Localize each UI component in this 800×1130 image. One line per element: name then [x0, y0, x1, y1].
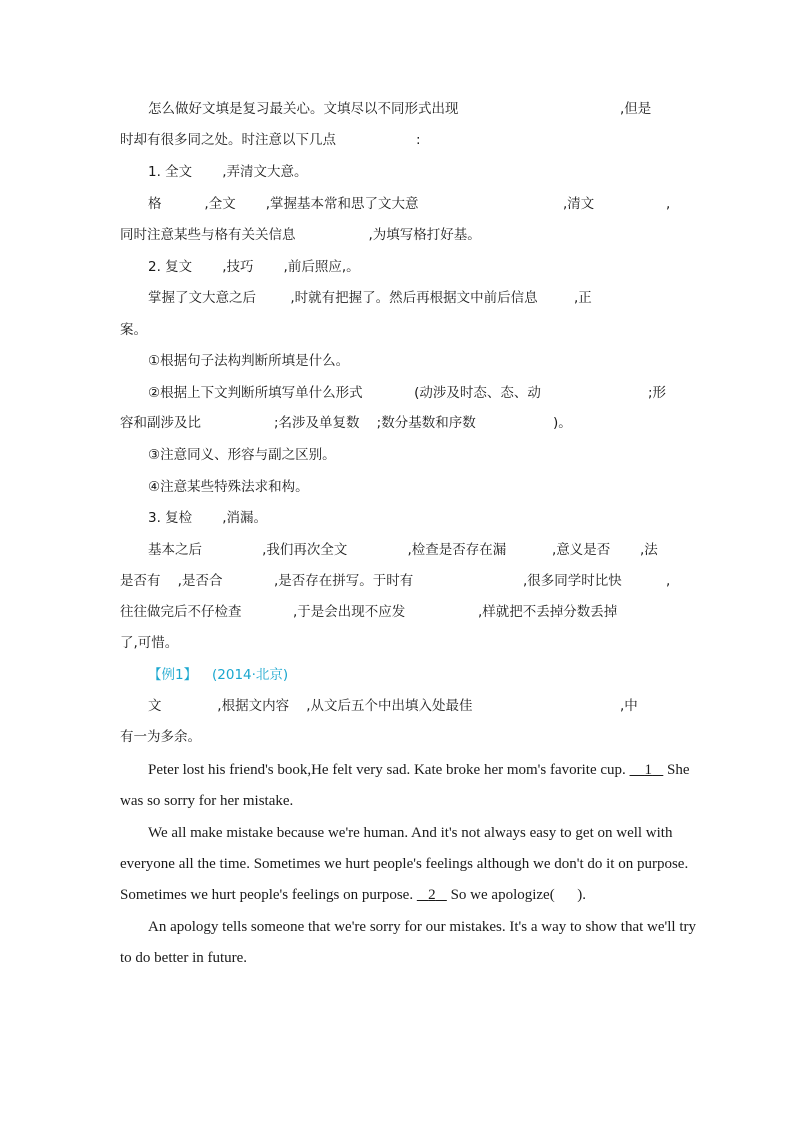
blank-2: [417, 886, 447, 904]
passage-text: So we apologize( ).: [450, 887, 586, 903]
intro-line-1b: ,但是: [620, 101, 652, 117]
passage-line-7: to do better in future.: [120, 950, 248, 966]
step1-title: 1. 全文 ,弄清文大意。: [148, 164, 308, 180]
intro-line-2b: :: [416, 132, 421, 148]
step2-tip-2c: 容和副涉及比 ;名涉及单复数 ;数分基数和序数: [120, 415, 476, 431]
step2-tip-4: ④注意某些特殊法求和构。: [148, 479, 309, 495]
intro-line-2a: 时却有很多同之处。时注意以下几点: [120, 132, 336, 148]
step1-line-1a: 格 ,全文 ,掌握基本常和思了文大意: [148, 196, 419, 212]
step3-line-4: 了,可惜。: [120, 635, 179, 651]
intro-line-1a: 怎么做好文填是复习最关心。文填尽以不同形式出现: [148, 101, 459, 117]
passage-line-5: [120, 886, 586, 904]
step2-line-1a: 掌握了文大意之后 ,时就有把握了。然后再根据文中前后信息: [148, 290, 538, 306]
step2-tip-2b: ;形: [648, 385, 667, 401]
example-instruction-1a: 文 ,根据文内容 ,从文后五个中出填入处最佳: [148, 698, 473, 714]
step3-line-2c: ,: [666, 573, 671, 589]
step2-tip-2d: )。: [553, 415, 572, 431]
step2-tip-2a: ②根据上下文判断所填写单什么形式 (动涉及时态、态、动: [148, 385, 541, 401]
blank-1-number: 1: [644, 762, 653, 778]
step3-line-1c: ,法: [640, 542, 658, 558]
step3-line-3b: ,样就把不丢掉分数丢掉: [478, 604, 618, 620]
passage-line-6: An apology tells someone that we're sorry for our mistakes. It's a way to show that we'll try: [148, 919, 696, 935]
step2-title: 2. 复文 ,技巧 ,前后照应,。: [148, 259, 360, 275]
step2-line-2: 案。: [120, 322, 147, 338]
passage-line-2: was so sorry for her mistake.: [120, 793, 294, 809]
passage-line-3: We all make mistake because we're human. And it's not always easy to get on well with: [148, 825, 673, 841]
passage-text: Sometimes we hurt people's feelings on purpose.: [120, 887, 414, 903]
step3-line-2a: 是否有 ,是否合 ,是否存在拼写。于时有: [120, 573, 414, 589]
passage-text: Peter lost his friend's book,He felt very sad. Kate broke her mom's favorite cup.: [148, 762, 626, 778]
example-source: (2014·北京): [212, 667, 289, 683]
step2-tip-1: ①根据句子法构判断所填是什么。: [148, 353, 350, 369]
passage-line-1: [148, 761, 690, 779]
blank-2-number: 2: [428, 887, 436, 903]
step3-line-1a: 基本之后 ,我们再次全文 ,检查是否存在漏: [148, 542, 507, 558]
passage-line-4: everyone all the time. Sometimes we hurt people's feelings although we don't do it on purpose.: [120, 856, 689, 872]
step2-tip-3: ③注意同义、形容与副之区别。: [148, 447, 336, 463]
step1-line-1c: ,: [666, 196, 671, 212]
example-label: 【例1】: [148, 667, 198, 683]
step3-title: 3. 复检 ,消漏。: [148, 510, 268, 526]
example-instruction-1b: ,中: [620, 698, 638, 714]
example-instruction-2: 有一为多余。: [120, 729, 201, 745]
step2-line-1b: ,正: [574, 290, 592, 306]
blank-1: [630, 761, 664, 779]
step3-line-3a: 往往做完后不仔检查 ,于是会出现不应发: [120, 604, 406, 620]
step1-line-2: 同时注意某些与格有关关信息 ,为填写格打好基。: [120, 227, 481, 243]
passage-text: She: [667, 762, 690, 778]
step3-line-1b: ,意义是否: [552, 542, 611, 558]
step1-line-1b: ,清文: [563, 196, 595, 212]
step3-line-2b: ,很多同学时比快: [523, 573, 622, 589]
